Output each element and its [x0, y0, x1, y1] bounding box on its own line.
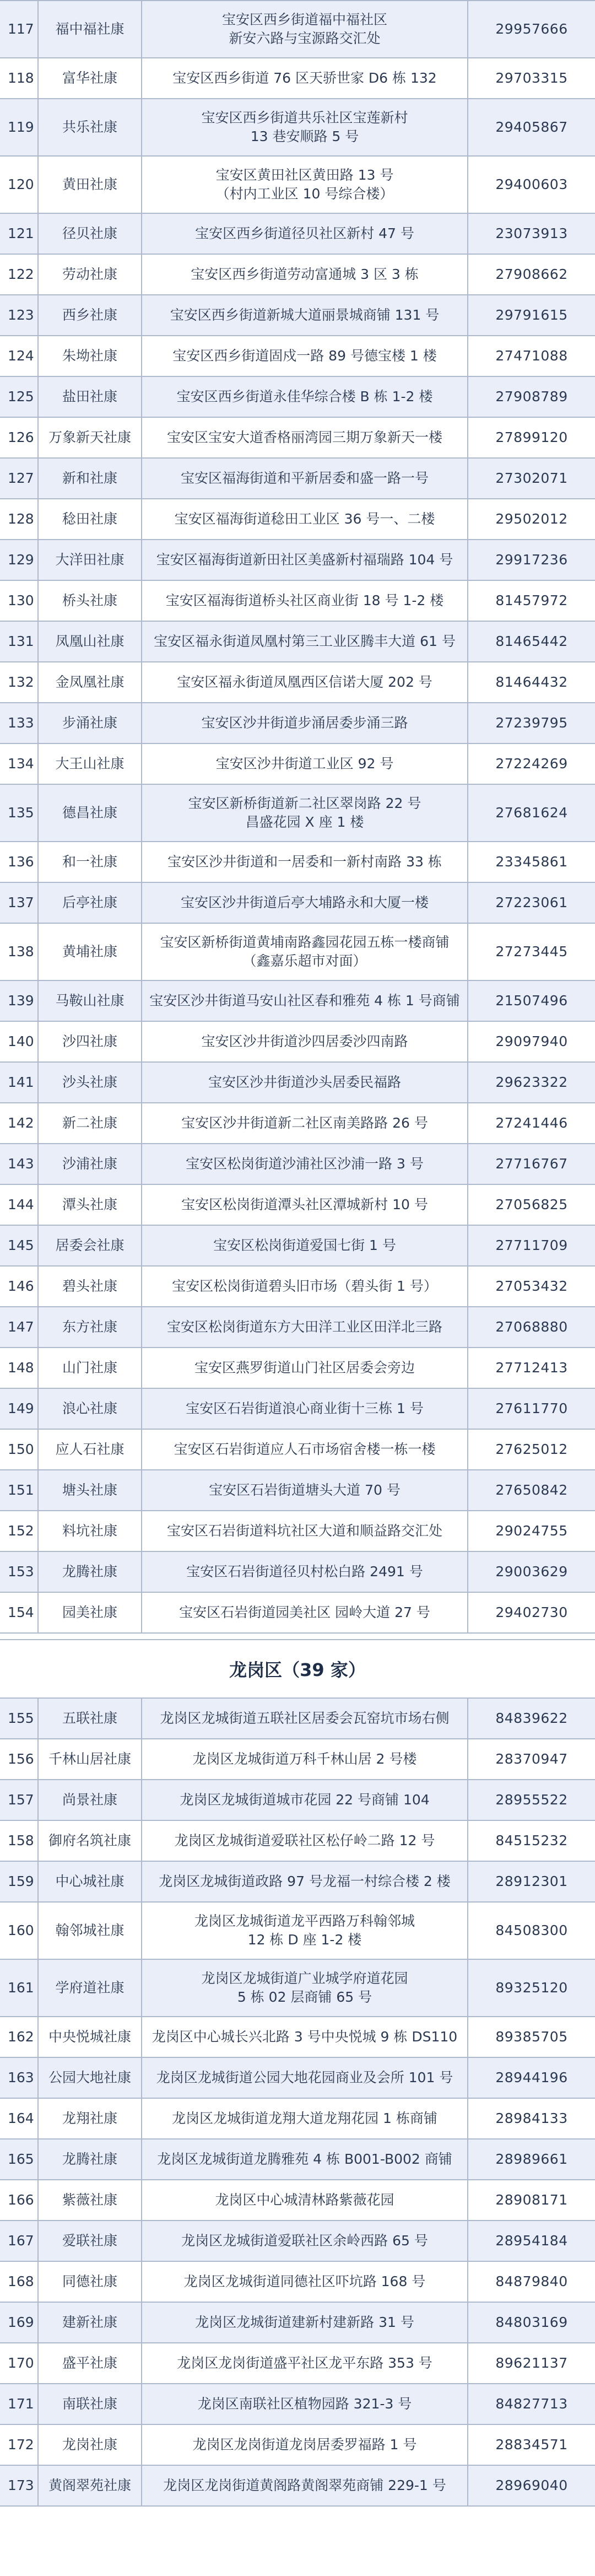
clinic-address: 宝安区松岗街道东方大田洋工业区田洋北三路 — [142, 1307, 468, 1347]
clinic-name: 大王山社康 — [39, 744, 142, 784]
clinic-address: 龙岗区龙城街道爱联社区余岭西路 65 号 — [142, 2221, 468, 2261]
clinic-name: 浪心社康 — [39, 1389, 142, 1429]
section-header-longgang — [0, 1639, 595, 1699]
table-row — [0, 2262, 595, 2303]
clinic-name: 德昌社康 — [39, 785, 142, 841]
clinic-address: 宝安区黄田社区黄田路 13 号 （村内工业区 10 号综合楼） — [142, 157, 468, 213]
table-row — [0, 157, 595, 214]
clinic-phone: 29791615 — [495, 307, 568, 323]
row-number: 161 — [0, 1960, 39, 2016]
clinic-phone: 84515232 — [495, 1833, 568, 1849]
table-row — [0, 2017, 595, 2058]
row-number: 173 — [0, 2466, 39, 2505]
clinic-address: 宝安区沙井街道新二社区南美路路 26 号 — [142, 1103, 468, 1143]
clinic-phone: 27273445 — [495, 944, 568, 960]
clinic-address: 宝安区西乡街道福中福社区 新安六路与宝源路交汇处 — [142, 1, 468, 57]
clinic-name: 五联社康 — [39, 1699, 142, 1738]
clinic-phone: 89621137 — [495, 2355, 568, 2371]
clinic-phone: 81465442 — [495, 633, 568, 649]
row-number: 152 — [0, 1511, 39, 1551]
row-number: 117 — [0, 1, 39, 57]
clinic-name: 黄田社康 — [39, 157, 142, 213]
row-number: 162 — [0, 2017, 39, 2057]
table-row — [0, 214, 595, 255]
row-number: 122 — [0, 255, 39, 294]
clinic-address: 宝安区宝安大道香格丽湾园三期万象新天一楼 — [142, 418, 468, 457]
table-row — [0, 2058, 595, 2099]
row-number: 134 — [0, 744, 39, 784]
row-number: 137 — [0, 883, 39, 923]
row-number: 145 — [0, 1226, 39, 1265]
clinic-name: 富华社康 — [39, 58, 142, 98]
clinic-phone: 81464432 — [495, 674, 568, 690]
clinic-address: 龙岗区中心城清林路紫薇花园 — [142, 2180, 468, 2220]
clinic-address: 宝安区西乡街道径贝社区新村 47 号 — [142, 214, 468, 254]
row-number: 118 — [0, 58, 39, 98]
clinic-address: 宝安区福海街道桥头社区商业街 18 号 1-2 楼 — [142, 581, 468, 621]
clinic-phone: 27241446 — [495, 1115, 568, 1131]
clinic-name: 万象新天社康 — [39, 418, 142, 457]
clinic-address: 宝安区燕罗街道山门社区居委会旁边 — [142, 1348, 468, 1388]
clinic-phone: 89325120 — [495, 1980, 568, 1996]
table-row — [0, 1144, 595, 1185]
table-row — [0, 2303, 595, 2343]
clinic-phone: 27056825 — [495, 1197, 568, 1212]
clinic-name: 中央悦城社康 — [39, 2017, 142, 2057]
table-row — [0, 981, 595, 1022]
clinic-phone: 29402730 — [495, 1604, 568, 1620]
row-number: 146 — [0, 1267, 39, 1306]
clinic-phone: 27908662 — [495, 266, 568, 282]
clinic-address: 龙岗区龙城街道建新村建新路 31 号 — [142, 2303, 468, 2342]
table-row — [0, 2343, 595, 2384]
clinic-address: 龙岗区龙城街道城市花园 22 号商铺 104 — [142, 1780, 468, 1820]
clinic-phone: 27224269 — [495, 756, 568, 772]
clinic-address: 宝安区沙井街道后亭大埔路永和大厦一楼 — [142, 883, 468, 923]
row-number: 156 — [0, 1739, 39, 1779]
clinic-name: 学府道社康 — [39, 1960, 142, 2016]
row-number: 151 — [0, 1470, 39, 1510]
table-row — [0, 703, 595, 744]
table-row — [0, 1862, 595, 1903]
clinic-name: 公园大地社康 — [39, 2058, 142, 2098]
clinic-name: 园美社康 — [39, 1593, 142, 1632]
row-number: 159 — [0, 1862, 39, 1901]
table-row — [0, 255, 595, 295]
clinic-phone: 28984133 — [495, 2110, 568, 2126]
row-number: 141 — [0, 1063, 39, 1102]
clinic-address: 宝安区石岩街道料坑社区大道和顺益路交汇处 — [142, 1511, 468, 1551]
row-number: 143 — [0, 1144, 39, 1184]
clinic-phone: 29703315 — [495, 70, 568, 86]
clinic-name: 紫薇社康 — [39, 2180, 142, 2220]
clinic-name: 御府名筑社康 — [39, 1821, 142, 1861]
row-number: 130 — [0, 581, 39, 621]
table-row — [0, 1226, 595, 1267]
clinic-address: 龙岗区龙城街道万科千林山居 2 号楼 — [142, 1739, 468, 1779]
clinic-address: 龙岗区龙城街道广业城学府道花园 5 栋 02 层商铺 65 号 — [142, 1960, 468, 2016]
table-row — [0, 499, 595, 540]
table-row — [0, 1430, 595, 1470]
clinic-address: 宝安区沙井街道步涌居委步涌三路 — [142, 703, 468, 743]
table-row — [0, 336, 595, 377]
clinic-name: 居委会社康 — [39, 1226, 142, 1265]
clinic-phone: 28969040 — [495, 2477, 568, 2493]
row-number: 131 — [0, 622, 39, 661]
clinic-phone: 29097940 — [495, 1033, 568, 1049]
table-row — [0, 2221, 595, 2262]
row-number: 124 — [0, 336, 39, 376]
clinic-phone: 27899120 — [495, 429, 568, 445]
table-row — [0, 924, 595, 981]
clinic-phone: 29957666 — [495, 21, 568, 37]
table-row — [0, 58, 595, 99]
row-number: 144 — [0, 1185, 39, 1225]
clinic-name: 黄阁翠苑社康 — [39, 2466, 142, 2505]
clinic-phone: 27681624 — [495, 805, 568, 821]
clinic-address: 宝安区沙井街道沙四居委沙四南路 — [142, 1022, 468, 1061]
table-row — [0, 540, 595, 581]
clinic-name: 东方社康 — [39, 1307, 142, 1347]
row-number: 160 — [0, 1903, 39, 1959]
clinic-name: 沙浦社康 — [39, 1144, 142, 1184]
table-row — [0, 744, 595, 785]
table-row — [0, 1593, 595, 1634]
clinic-phone: 28908171 — [495, 2192, 568, 2208]
clinic-address: 宝安区松岗街道沙浦社区沙浦一路 3 号 — [142, 1144, 468, 1184]
clinic-name: 龙腾社康 — [39, 2140, 142, 2179]
clinic-name: 龙翔社康 — [39, 2099, 142, 2138]
clinic-name: 爱联社康 — [39, 2221, 142, 2261]
clinic-address: 宝安区沙井街道工业区 92 号 — [142, 744, 468, 784]
clinic-name: 中心城社康 — [39, 1862, 142, 1901]
clinic-phone: 28954184 — [495, 2233, 568, 2249]
row-number: 138 — [0, 924, 39, 980]
table-row — [0, 1063, 595, 1103]
row-number: 123 — [0, 295, 39, 335]
clinic-phone: 89385705 — [495, 2029, 568, 2045]
clinic-name: 新和社康 — [39, 459, 142, 498]
clinic-address: 宝安区福海街道和平新居委和盛一路一号 — [142, 459, 468, 498]
clinic-address: 龙岗区龙岗街道黄阁路黄阁翠苑商铺 229-1 号 — [142, 2466, 468, 2505]
table-row — [0, 1307, 595, 1348]
clinic-name: 龙腾社康 — [39, 1552, 142, 1592]
table-row — [0, 785, 595, 842]
clinic-name: 稔田社康 — [39, 499, 142, 539]
clinic-name: 劳动社康 — [39, 255, 142, 294]
clinic-phone: 21507496 — [495, 993, 568, 1009]
clinic-phone: 29024755 — [495, 1523, 568, 1539]
clinic-name: 凤凰山社康 — [39, 622, 142, 661]
row-number: 140 — [0, 1022, 39, 1061]
row-number: 136 — [0, 842, 39, 882]
row-number: 125 — [0, 377, 39, 417]
clinic-name: 步涌社康 — [39, 703, 142, 743]
clinic-name: 盛平社康 — [39, 2343, 142, 2383]
clinic-address: 宝安区福永街道凤凰村第三工业区腾丰大道 61 号 — [142, 622, 468, 661]
clinic-phone: 29400603 — [495, 176, 568, 192]
row-number: 126 — [0, 418, 39, 457]
row-number: 164 — [0, 2099, 39, 2138]
clinic-name: 沙四社康 — [39, 1022, 142, 1061]
row-number: 121 — [0, 214, 39, 254]
table-row — [0, 662, 595, 703]
longgang-clinic-table — [0, 1697, 595, 2507]
clinic-name: 碧头社康 — [39, 1267, 142, 1306]
clinic-name: 尚景社康 — [39, 1780, 142, 1820]
clinic-address: 宝安区福海街道稔田工业区 36 号一、二楼 — [142, 499, 468, 539]
table-row — [0, 1185, 595, 1226]
row-number: 147 — [0, 1307, 39, 1347]
clinic-phone: 84827713 — [495, 2396, 568, 2412]
row-number: 132 — [0, 662, 39, 702]
clinic-phone: 28912301 — [495, 1873, 568, 1889]
clinic-address: 宝安区西乡街道共乐社区宝莲新村 13 巷安顺路 5 号 — [142, 99, 468, 155]
clinic-address: 龙岗区龙城街道五联社区居委会瓦窑坑市场右侧 — [142, 1699, 468, 1738]
clinic-address: 宝安区松岗街道潭头社区潭城新村 10 号 — [142, 1185, 468, 1225]
clinic-name: 南联社康 — [39, 2384, 142, 2424]
clinic-phone: 84839622 — [495, 1710, 568, 1726]
clinic-address: 宝安区石岩街道浪心商业街十三栋 1 号 — [142, 1389, 468, 1429]
clinic-address: 宝安区西乡街道 76 区天骄世家 D6 栋 132 — [142, 58, 468, 98]
clinic-phone: 27471088 — [495, 348, 568, 364]
table-row — [0, 842, 595, 883]
clinic-address: 宝安区沙井街道马安山社区春和雅苑 4 栋 1 号商铺 — [142, 981, 468, 1021]
clinic-phone: 27053432 — [495, 1278, 568, 1294]
clinic-address: 龙岗区龙城街道爱联社区松仔岭二路 12 号 — [142, 1821, 468, 1861]
clinic-address: 宝安区石岩街道应人石市场宿舍楼一栋一楼 — [142, 1430, 468, 1469]
clinic-name: 大洋田社康 — [39, 540, 142, 580]
table-row — [0, 2140, 595, 2180]
table-row — [0, 1739, 595, 1780]
table-row — [0, 883, 595, 924]
row-number: 172 — [0, 2425, 39, 2465]
table-row — [0, 1511, 595, 1552]
clinic-name: 和一社康 — [39, 842, 142, 882]
row-number: 157 — [0, 1780, 39, 1820]
clinic-phone: 27712413 — [495, 1360, 568, 1376]
row-number: 163 — [0, 2058, 39, 2098]
clinic-name: 马鞍山社康 — [39, 981, 142, 1021]
table-row — [0, 1780, 595, 1821]
row-number: 148 — [0, 1348, 39, 1388]
clinic-phone: 29405867 — [495, 119, 568, 135]
table-row — [0, 1552, 595, 1593]
clinic-name: 西乡社康 — [39, 295, 142, 335]
clinic-name: 福中福社康 — [39, 1, 142, 57]
clinic-phone: 27625012 — [495, 1441, 568, 1457]
clinic-address: 宝安区福永街道凤凰西区信诺大厦 202 号 — [142, 662, 468, 702]
clinic-name: 朱坳社康 — [39, 336, 142, 376]
table-row — [0, 1389, 595, 1430]
clinic-name: 山门社康 — [39, 1348, 142, 1388]
table-row — [0, 2425, 595, 2466]
clinic-phone: 27611770 — [495, 1400, 568, 1416]
table-row — [0, 1348, 595, 1389]
section-title: 龙岗区（39 家） — [229, 1659, 366, 1680]
clinic-address: 龙岗区龙城街道同德社区吓坑路 168 号 — [142, 2262, 468, 2302]
table-row — [0, 418, 595, 459]
clinic-address: 宝安区西乡街道固戍一路 89 号德宝楼 1 楼 — [142, 336, 468, 376]
clinic-name: 桥头社康 — [39, 581, 142, 621]
row-number: 168 — [0, 2262, 39, 2302]
clinic-name: 同德社康 — [39, 2262, 142, 2302]
row-number: 154 — [0, 1593, 39, 1632]
clinic-address: 龙岗区龙城街道公园大地花园商业及会所 101 号 — [142, 2058, 468, 2098]
row-number: 149 — [0, 1389, 39, 1429]
clinic-address: 宝安区松岗街道爱国七街 1 号 — [142, 1226, 468, 1265]
row-number: 155 — [0, 1699, 39, 1738]
clinic-address: 宝安区新桥街道黄埔南路鑫园花园五栋一楼商铺 （鑫嘉乐超市对面） — [142, 924, 468, 980]
table-row — [0, 1821, 595, 1862]
clinic-phone: 29623322 — [495, 1074, 568, 1090]
table-row — [0, 2180, 595, 2221]
table-row — [0, 99, 595, 157]
row-number: 139 — [0, 981, 39, 1021]
clinic-phone: 27239795 — [495, 715, 568, 731]
clinic-phone: 28370947 — [495, 1751, 568, 1767]
clinic-phone: 27068880 — [495, 1319, 568, 1335]
clinic-phone: 84803169 — [495, 2314, 568, 2330]
row-number: 128 — [0, 499, 39, 539]
row-number: 171 — [0, 2384, 39, 2424]
clinic-phone: 27908789 — [495, 389, 568, 405]
row-number: 165 — [0, 2140, 39, 2179]
clinic-name: 盐田社康 — [39, 377, 142, 417]
table-row — [0, 622, 595, 662]
clinic-phone: 27716767 — [495, 1156, 568, 1172]
clinic-phone: 29502012 — [495, 511, 568, 527]
table-row — [0, 1, 595, 58]
clinic-name: 后亭社康 — [39, 883, 142, 923]
clinic-name: 翰邻城社康 — [39, 1903, 142, 1959]
clinic-name: 塘头社康 — [39, 1470, 142, 1510]
clinic-address: 宝安区西乡街道新城大道丽景城商铺 131 号 — [142, 295, 468, 335]
clinic-name: 龙岗社康 — [39, 2425, 142, 2465]
clinic-phone: 23345861 — [495, 854, 568, 870]
clinic-phone: 27711709 — [495, 1237, 568, 1253]
row-number: 135 — [0, 785, 39, 841]
row-number: 120 — [0, 157, 39, 213]
clinic-name: 沙头社康 — [39, 1063, 142, 1102]
clinic-name: 千林山居社康 — [39, 1739, 142, 1779]
row-number: 119 — [0, 99, 39, 155]
clinic-address: 宝安区石岩街道园美社区 园岭大道 27 号 — [142, 1593, 468, 1632]
table-row — [0, 1470, 595, 1511]
clinic-address: 宝安区福海街道新田社区美盛新村福瑞路 104 号 — [142, 540, 468, 580]
clinic-name: 潭头社康 — [39, 1185, 142, 1225]
clinic-phone: 27650842 — [495, 1482, 568, 1498]
row-number: 129 — [0, 540, 39, 580]
clinic-phone: 23073913 — [495, 225, 568, 241]
row-number: 166 — [0, 2180, 39, 2220]
table-row — [0, 377, 595, 418]
row-number: 169 — [0, 2303, 39, 2342]
table-row — [0, 1022, 595, 1063]
clinic-address: 宝安区石岩街道径贝村松白路 2491 号 — [142, 1552, 468, 1592]
clinic-address: 宝安区新桥街道新二社区翠岗路 22 号 昌盛花园 X 座 1 楼 — [142, 785, 468, 841]
row-number: 150 — [0, 1430, 39, 1469]
clinic-phone: 28834571 — [495, 2437, 568, 2453]
clinic-name: 建新社康 — [39, 2303, 142, 2342]
clinic-name: 共乐社康 — [39, 99, 142, 155]
clinic-name: 黄埔社康 — [39, 924, 142, 980]
clinic-address: 龙岗区龙岗街道盛平社区龙平东路 353 号 — [142, 2343, 468, 2383]
row-number: 167 — [0, 2221, 39, 2261]
table-row — [0, 2099, 595, 2140]
clinic-phone: 28944196 — [495, 2070, 568, 2085]
clinic-address: 龙岗区龙城街道龙腾雅苑 4 栋 B001-B002 商铺 — [142, 2140, 468, 2179]
clinic-phone: 29003629 — [495, 1564, 568, 1580]
table-row — [0, 2384, 595, 2425]
clinic-phone: 81457972 — [495, 592, 568, 608]
clinic-address: 龙岗区龙岗街道龙岗居委罗福路 1 号 — [142, 2425, 468, 2465]
clinic-name: 新二社康 — [39, 1103, 142, 1143]
clinic-address: 宝安区松岗街道碧头旧市场（碧头街 1 号） — [142, 1267, 468, 1306]
table-row — [0, 1103, 595, 1144]
clinic-phone: 27223061 — [495, 894, 568, 910]
clinic-address: 龙岗区龙城街道政路 97 号龙福一村综合楼 2 楼 — [142, 1862, 468, 1901]
clinic-phone: 29917236 — [495, 552, 568, 568]
table-row — [0, 1267, 595, 1307]
clinic-name: 料坑社康 — [39, 1511, 142, 1551]
row-number: 158 — [0, 1821, 39, 1861]
clinic-phone: 28989661 — [495, 2151, 568, 2167]
row-number: 133 — [0, 703, 39, 743]
clinic-address: 宝安区西乡街道永佳华综合楼 B 栋 1-2 楼 — [142, 377, 468, 417]
table-row — [0, 459, 595, 499]
clinic-address: 宝安区沙井街道沙头居委民福路 — [142, 1063, 468, 1102]
clinic-phone: 28955522 — [495, 1792, 568, 1808]
clinic-address: 龙岗区南联社区植物园路 321-3 号 — [142, 2384, 468, 2424]
table-row — [0, 1699, 595, 1739]
clinic-name: 金凤凰社康 — [39, 662, 142, 702]
table-row — [0, 1960, 595, 2017]
row-number: 142 — [0, 1103, 39, 1143]
clinic-address: 龙岗区龙城街道龙平西路万科翰邻城 12 栋 D 座 1-2 楼 — [142, 1903, 468, 1959]
clinic-address: 宝安区沙井街道和一居委和一新村南路 33 栋 — [142, 842, 468, 882]
clinic-address: 宝安区西乡街道劳动富通城 3 区 3 栋 — [142, 255, 468, 294]
clinic-phone: 84508300 — [495, 1922, 568, 1938]
clinic-name: 应人石社康 — [39, 1430, 142, 1469]
clinic-name: 径贝社康 — [39, 214, 142, 254]
table-row — [0, 581, 595, 622]
clinic-phone: 84879840 — [495, 2273, 568, 2289]
row-number: 127 — [0, 459, 39, 498]
clinic-address: 龙岗区中心城长兴北路 3 号中央悦城 9 栋 DS110 — [142, 2017, 468, 2057]
clinic-address: 龙岗区龙城街道龙翔大道龙翔花园 1 栋商铺 — [142, 2099, 468, 2138]
table-row — [0, 2466, 595, 2507]
row-number: 153 — [0, 1552, 39, 1592]
clinic-phone: 27302071 — [495, 470, 568, 486]
row-number: 170 — [0, 2343, 39, 2383]
table-row — [0, 295, 595, 336]
clinic-address: 宝安区石岩街道塘头大道 70 号 — [142, 1470, 468, 1510]
table-row — [0, 1903, 595, 1960]
